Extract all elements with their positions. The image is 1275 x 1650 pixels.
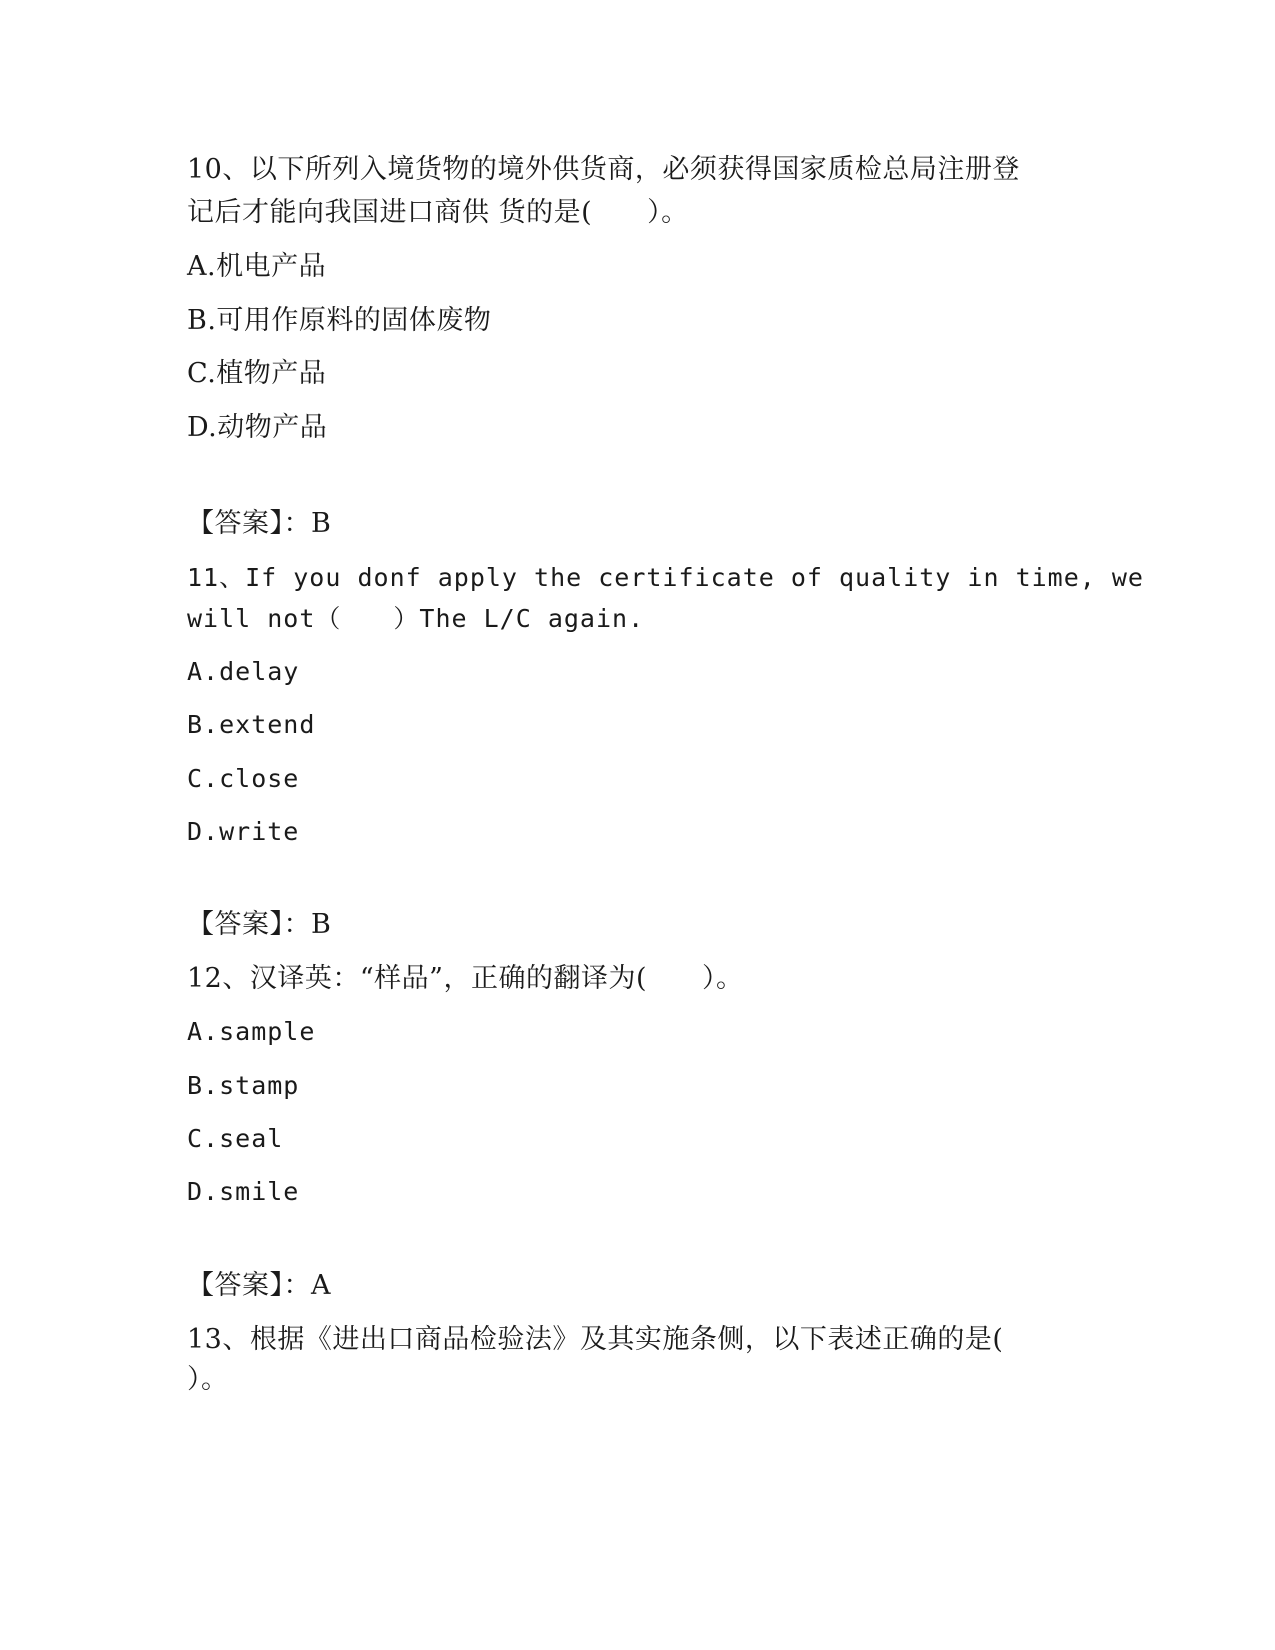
question-10-option-c: C.植物产品: [187, 358, 327, 389]
question-10-option-d: D.动物产品: [187, 412, 328, 443]
question-12-answer: 【答案】：A: [187, 1270, 331, 1301]
question-12-option-d: D.smile: [187, 1177, 300, 1206]
question-10-stem-line-2: 记后才能向我国进口商供 货的是( ）。: [187, 197, 689, 228]
question-11-option-a: A.delay: [187, 657, 300, 686]
question-11-option-b: B.extend: [187, 710, 316, 739]
question-11-option-d: D.write: [187, 817, 300, 846]
question-13-stem-line-2: ）。: [187, 1364, 229, 1395]
question-12-option-a: A.sample: [187, 1017, 316, 1046]
question-10-stem-line-1: 10、以下所列入境货物的境外供货商，必须获得国家质检总局注册登: [187, 154, 1020, 185]
question-11-option-c: C.close: [187, 764, 300, 793]
question-13-stem-line-1: 13、根据《进出口商品检验法》及其实施条侧，以下表述正确的是(: [187, 1324, 1004, 1355]
question-10-option-b: B.可用作原料的固体废物: [187, 305, 492, 336]
question-12-option-c: C.seal: [187, 1124, 284, 1153]
question-10-option-a: A.机电产品: [187, 251, 327, 282]
question-12-stem-line-1: 12、汉译英：“样品”，正确的翻译为( ）。: [187, 963, 744, 994]
question-11-stem-line-2: will not（ ）The L/C again.: [187, 604, 645, 633]
question-11-answer: 【答案】：B: [187, 909, 332, 940]
question-11-stem-line-1: 11、If you donf apply the certificate of quality in time, we: [187, 563, 1144, 592]
question-10-answer: 【答案】：B: [187, 508, 332, 539]
question-12-option-b: B.stamp: [187, 1071, 300, 1100]
